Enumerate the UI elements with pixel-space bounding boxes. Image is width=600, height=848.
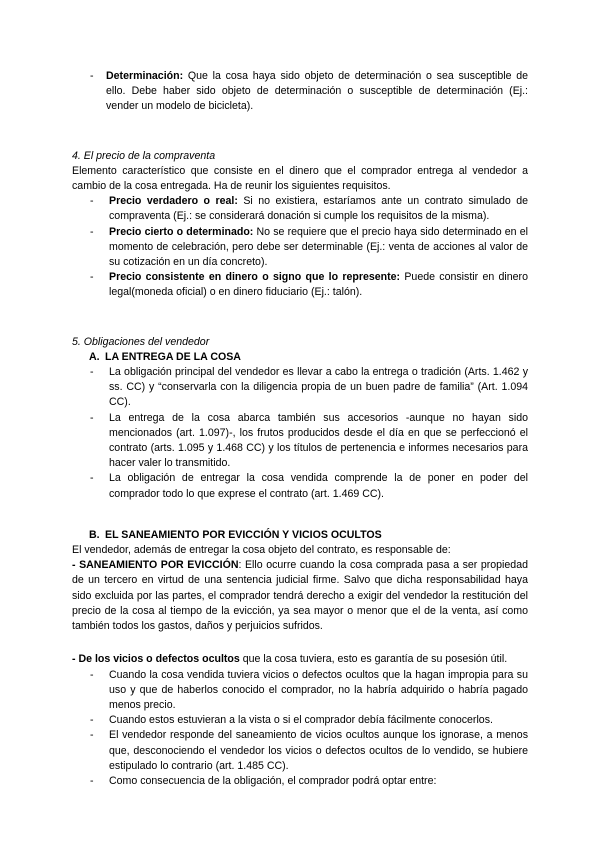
subsection-a-title: LA ENTREGA DE LA COSA [105, 350, 241, 363]
bullet-vicios-3 [72, 728, 528, 774]
text-saneamiento: : Ello ocurre cuando la cosa comprada pasa a ser propiedad de un tercero en virtud de una sentencia judicial firme. Salvo que dicha responsabilidad haya sido excluida por las partes, el comprador tendrá derecho a exigir del vendedor la restitución del precio de la cosa al tiempo de la evicción, ya sea mayor o menor que el de la venta, así como también todos los gastos, daños y perjuicios sufridos. [72, 559, 528, 633]
bullet-dash: - [90, 472, 94, 485]
bullet-entrega-1 [72, 365, 528, 411]
subsection-b-title: EL SANEAMIENTO POR EVICCIÓN Y VICIOS OCULTOS [105, 528, 382, 541]
text-precio-cierto: No se requiere que el precio haya sido determinado en el momento de celebración, pero debe ser determinable (Ej.: venta de acciones al valor de su cotización en un día concreto). [109, 225, 528, 269]
term-precio-verdadero: Precio verdadero o real: [109, 195, 238, 208]
text-entrega-2: La entrega de la cosa abarca también sus accesorios -aunque no hayan sido mencionados (art. 1.097)-, los frutos producidos desde el día en que se perfeccionó el contrato (arts. 1.095 y 1.468 CC) y los títulos de pertenencia e informes necesarios para hacer valer lo transmitido. [109, 411, 528, 470]
subsection-b-intro: El vendedor, además de entregar la cosa objeto del contrato, es responsable de: [72, 544, 451, 557]
text-vicios-2: Cuando estos estuvieran a la vista o si el comprador debía fácilmente conocerlos. [109, 714, 493, 727]
bullet-dash: - [90, 366, 94, 379]
section-4-heading: 4. El precio de la compraventa [72, 149, 216, 162]
bullet-vicios-2 [72, 713, 528, 728]
text-vicios-4: Como consecuencia de la obligación, el comprador podrá optar entre: [109, 774, 437, 787]
bullet-entrega-3 [72, 471, 528, 501]
bullet-dash: - [90, 411, 94, 424]
bullet-precio-dinero [72, 270, 528, 300]
bullet-dash: - [90, 70, 94, 82]
term-determinacion: Determinación: [106, 70, 184, 82]
bullet-dash: - [90, 668, 94, 681]
text-determinacion: Que la cosa haya sido objeto de determinación o sea susceptible de ello. Debe haber sido objeto de determinación o susceptible de determinación (Ej.: vender un modelo de bicicleta). [106, 70, 528, 113]
subsection-b-heading [72, 528, 528, 543]
text-precio-verdadero: Si no existiera, estaríamos ante un contrato simulado de compraventa (Ej.: se considerará donación si cumple los requisitos de la misma). [109, 195, 529, 223]
bullet-dash: - [90, 225, 94, 238]
bullet-vicios-1 [72, 668, 528, 714]
text-entrega-3: La obligación de entregar la cosa vendida comprende la de poner en poder del comprador todo lo que exprese el contrato (art. 1.469 CC). [109, 472, 528, 500]
subsection-b-label: B. [89, 528, 100, 541]
text-entrega-1: La obligación principal del vendedor es llevar a cabo la entrega o tradición (Arts. 1.462 y ss. CC) y “conservarla con la diligencia propia de un buen padre de familia” (Art. 1.094 CC). [109, 366, 528, 409]
text-vicios: que la cosa tuviera, esto es garantía de su posesión útil. [239, 653, 508, 666]
bullet-dash: - [90, 774, 94, 787]
term-precio-cierto: Precio cierto o determinado: [109, 225, 254, 238]
bullet-dash: - [90, 729, 94, 742]
section-5-heading: 5. Obligaciones del vendedor [72, 335, 210, 348]
paragraph-vicios [72, 652, 528, 667]
section-4-intro: Elemento característico que consiste en el dinero que el comprador entrega al vendedor a cambio de la cosa entregada. Ha de reunir los siguientes requisitos. [72, 164, 528, 193]
term-vicios: - De los vicios o defectos ocultos [72, 653, 240, 666]
text-vicios-1: Cuando la cosa vendida tuviera vicios o defectos ocultos que la hagan impropia para su uso y que de haberlos conocido el comprador, no la habría adquirido o habría pagado menos precio. [109, 668, 528, 711]
term-saneamiento: - SANEAMIENTO POR EVICCIÓN [72, 559, 239, 572]
bullet-precio-verdadero [72, 194, 528, 224]
bullet-vicios-4 [72, 774, 528, 789]
subsection-a-label: A. [89, 350, 100, 363]
subsection-a-heading [72, 350, 528, 365]
paragraph-saneamiento [72, 558, 528, 634]
text-vicios-3: El vendedor responde del saneamiento de vicios ocultos aunque los ignorase, a menos que, desconociendo el vendedor los vicios o defectos ocultos de lo vendido, se hubiere estipulado lo contrario (art. 1.485 CC). [109, 729, 528, 772]
bullet-entrega-2 [72, 411, 528, 472]
term-precio-dinero: Precio consistente en dinero o signo que lo represente: [109, 271, 401, 284]
bullet-dash: - [90, 271, 94, 284]
bullet-dash: - [90, 714, 94, 727]
bullet-determinacion [72, 69, 528, 115]
text-precio-dinero: Puede consistir en dinero legal(moneda oficial) o en dinero fiduciario (Ej.: talón). [109, 271, 528, 299]
bullet-precio-cierto [72, 225, 528, 271]
bullet-dash: - [90, 195, 94, 208]
